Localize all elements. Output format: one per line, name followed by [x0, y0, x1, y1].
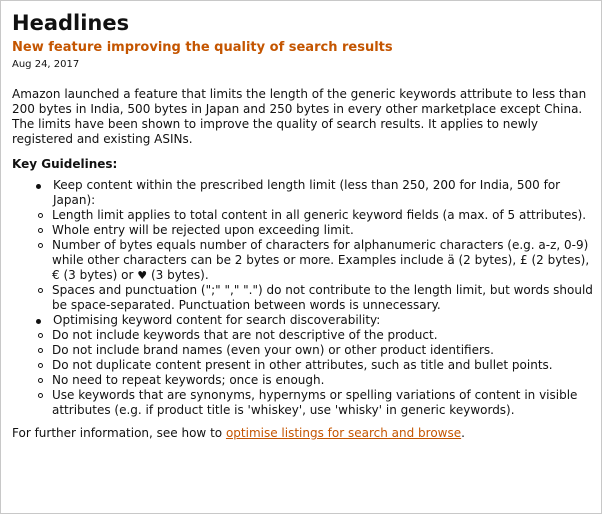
list-item: Use keywords that are synonyms, hypernyms or spelling variations of content in visible attributes (e.g. if product title is 'whiskey', use 'whisky' in generic keywords). — [12, 388, 596, 418]
article-date: Aug 24, 2017 — [12, 59, 80, 70]
footer-text — [12, 426, 596, 441]
list-item: Whole entry will be rejected upon exceeding limit. — [12, 223, 596, 238]
guideline-text: Optimising keyword content for search discoverability: — [53, 313, 381, 327]
footer-suffix: . — [461, 426, 465, 440]
list-item: No need to repeat keywords; once is enough. — [12, 373, 596, 388]
optimising-sublist — [12, 328, 596, 418]
heart-icon: ♥ — [137, 269, 148, 282]
guidelines-heading: Key Guidelines: — [12, 157, 118, 171]
guideline-optimising — [12, 313, 596, 418]
guideline-length-limit — [12, 178, 596, 313]
guideline-text: Keep content within the prescribed length limit (less than 250, 200 for India, 500 for Japan): — [53, 178, 561, 207]
page-title: Headlines — [12, 11, 130, 35]
article-title[interactable]: New feature improving the quality of search results — [12, 40, 393, 55]
list-item — [12, 238, 596, 283]
list-item: Do not include keywords that are not descriptive of the product. — [12, 328, 596, 343]
list-item: Do not include brand names (even your own) or other product identifiers. — [12, 343, 596, 358]
list-item: Length limit applies to total content in all generic keyword fields (a max. of 5 attributes). — [12, 208, 596, 223]
footer-prefix: For further information, see how to — [12, 426, 223, 440]
list-item: Spaces and punctuation (";" "," ".") do not contribute to the length limit, but words should be space-separated. Punctuation between words is unnecessary. — [12, 283, 596, 313]
optimise-listings-link[interactable]: optimise listings for search and browse — [225, 426, 462, 440]
list-item-text: Number of bytes equals number of characters for alphanumeric characters (e.g. a-z, 0-9) while other characters can be 2 bytes or more. Examples include ä (2 bytes), £ (2 bytes), € (3 bytes) or — [52, 238, 590, 282]
guidelines-list — [12, 178, 596, 418]
list-item: Do not duplicate content present in other attributes, such as title and bullet points. — [12, 358, 596, 373]
headlines-content — [12, 9, 596, 441]
length-limit-sublist — [12, 208, 596, 313]
list-item-suffix: (3 bytes). — [150, 268, 209, 282]
article-intro: Amazon launched a feature that limits the length of the generic keywords attribute to less than 200 bytes in India, 500 bytes in Japan and 250 bytes in every other marketplace except China. The limits have been shown to improve the quality of search results. It applies to newly registered and existing ASINs. — [12, 87, 587, 146]
